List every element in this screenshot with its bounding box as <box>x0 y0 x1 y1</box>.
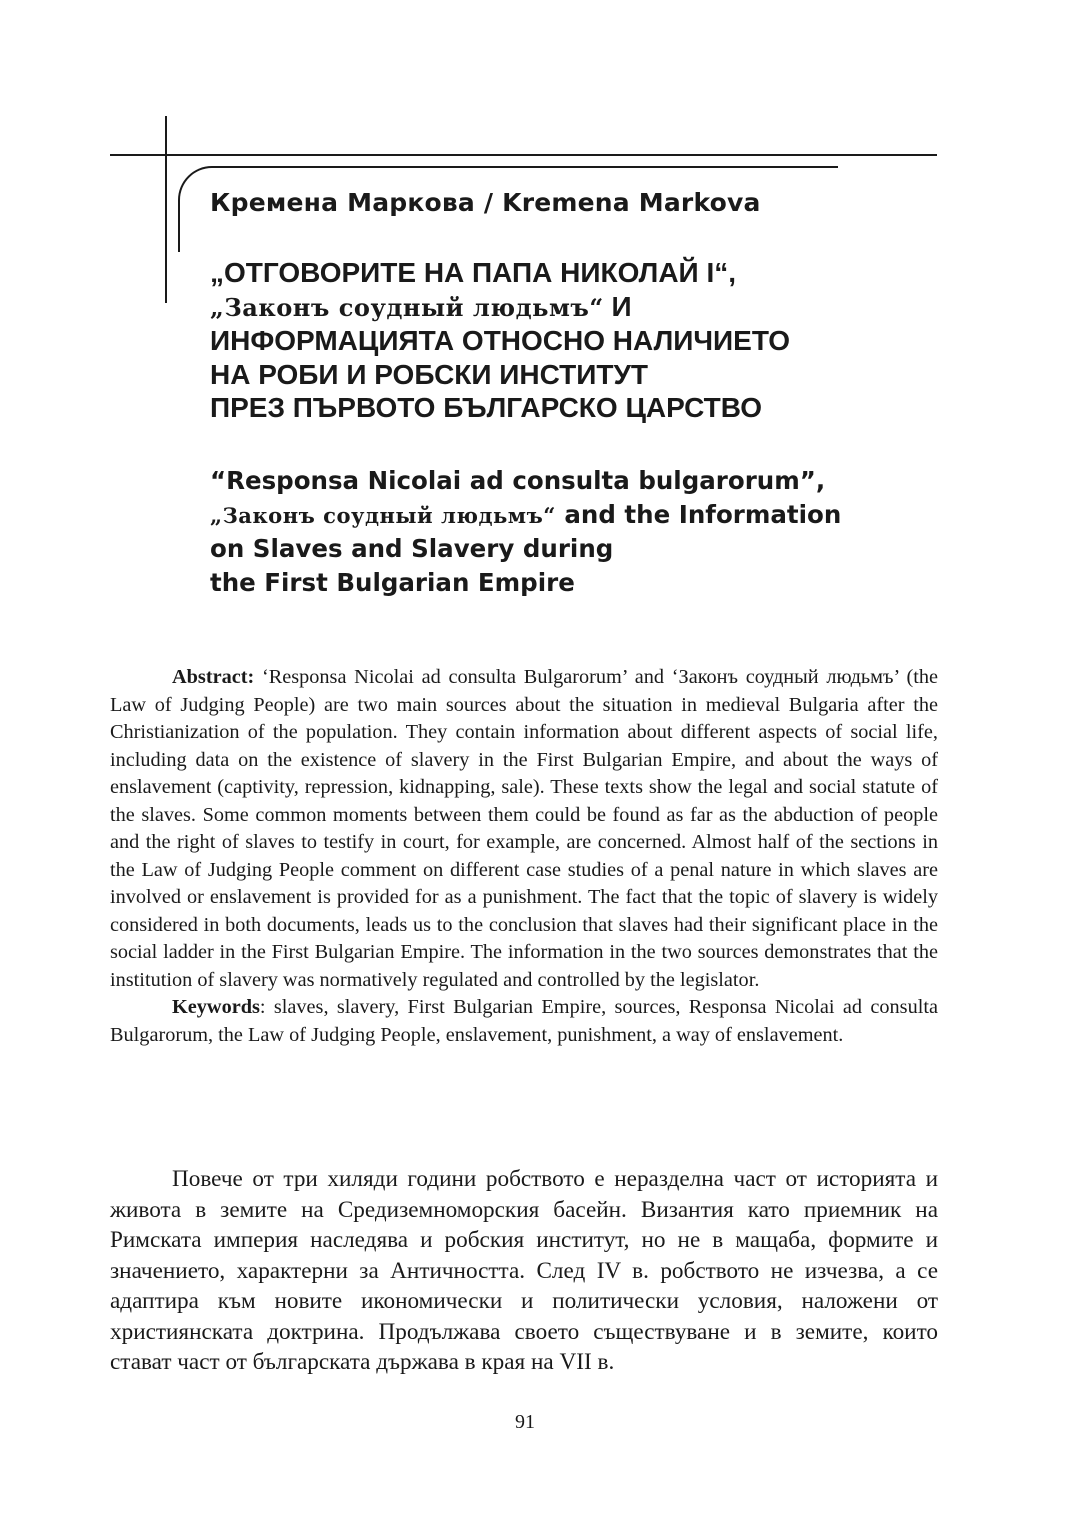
title-bg-line-2-rest: И <box>603 290 632 322</box>
vertical-rule <box>165 116 167 303</box>
body-paragraph-1: Повече от три хиляди години робството е неразделна част от историята и живота в земите на Средиземноморския басейн. Византия като приемник на Римската империя наследява и робския институт, но не в мащаба, формите и значението, характерни за Античността. След IV в. робството не изчезва, а се адаптира към новите икономически и политически условия, наложени от християнската доктрина. Продължава своето съществуване и в земите, които стават част от българската държава в края на VII в. <box>110 1166 938 1375</box>
title-en-oldslavonic: „Законъ соудный людьмъ“ <box>210 502 556 528</box>
inner-top-rule <box>244 166 838 168</box>
title-bg-line-1: „ОТГОВОРИТЕ НА ПАПА НИКОЛАЙ I“, <box>210 257 736 288</box>
keywords-text: : slaves, slavery, First Bulgarian Empire, sources, Responsa Nicolai ad consulta Bulgarorum, the Law of Judging People, enslavement, punishment, a way of enslavement. <box>110 996 938 1046</box>
title-bg-line-4: НА РОБИ И РОБСКИ ИНСТИТУТ <box>210 358 649 390</box>
page-number: 91 <box>515 1411 535 1433</box>
title-bg-line-3: ИНФОРМАЦИЯТА ОТНОСНО НАЛИЧИЕТО <box>210 325 791 356</box>
title-en-line-4: the First Bulgarian Empire <box>210 567 575 597</box>
title-en-line-2 <box>210 498 930 533</box>
title-bulgarian <box>210 256 930 425</box>
abstract-paragraph <box>110 664 938 994</box>
title-english <box>210 464 930 599</box>
title-bg-line-5: ПРЕЗ ПЪРВОТО БЪЛГАРСКО ЦАРСТВО <box>210 392 763 423</box>
keywords-label: Keywords <box>172 996 260 1018</box>
title-en-line-3: on Slaves and Slavery during <box>210 534 614 563</box>
abstract-text: ‘Responsa Nicolai ad consulta Bulgarorum’ and ‘Законъ соудный людьмъ’ (the Law of Judging People) are two main sources about the situation in medieval Bulgaria after the Christianization of the population. They contain information about different aspects of social life, including data on the existence of slavery in the First Bulgarian Empire, and about the ways of enslavement (captivity, repression, kidnapping, sale). These texts show the legal and social statute of the slaves. Some common moments between them could be found as far as the abduction of people and the right of slaves to testify in court, for example, are concerned. Almost half of the sections in the Law of Judging People comment on different case studies of a penal nature in which slaves are involved or enslavement is provided for as a punishment. The fact that the topic of slavery is widely considered in both documents, leads us to the conclusion that slaves had their significant place in the social ladder in the First Bulgarian Empire. The information in the two sources demonstrates that the institution of slavery was normatively regulated and controlled by the legislator. <box>110 666 938 991</box>
title-en-line-1: “Responsa Nicolai ad consulta bulgarorum”, <box>210 466 826 495</box>
keywords-paragraph <box>110 994 938 1049</box>
abstract-label: Abstract: <box>172 666 255 688</box>
author-line: Кремена Маркова / Kremena Markova <box>210 188 761 217</box>
body-section <box>110 1164 938 1378</box>
horizontal-rule <box>110 154 937 156</box>
title-en-line-2-rest: and the Information <box>555 499 842 529</box>
title-bg-oldslavonic: „Законъ соудный людьмъ“ <box>210 292 604 322</box>
abstract-section <box>110 664 938 1049</box>
title-bg-line-2 <box>210 290 930 325</box>
